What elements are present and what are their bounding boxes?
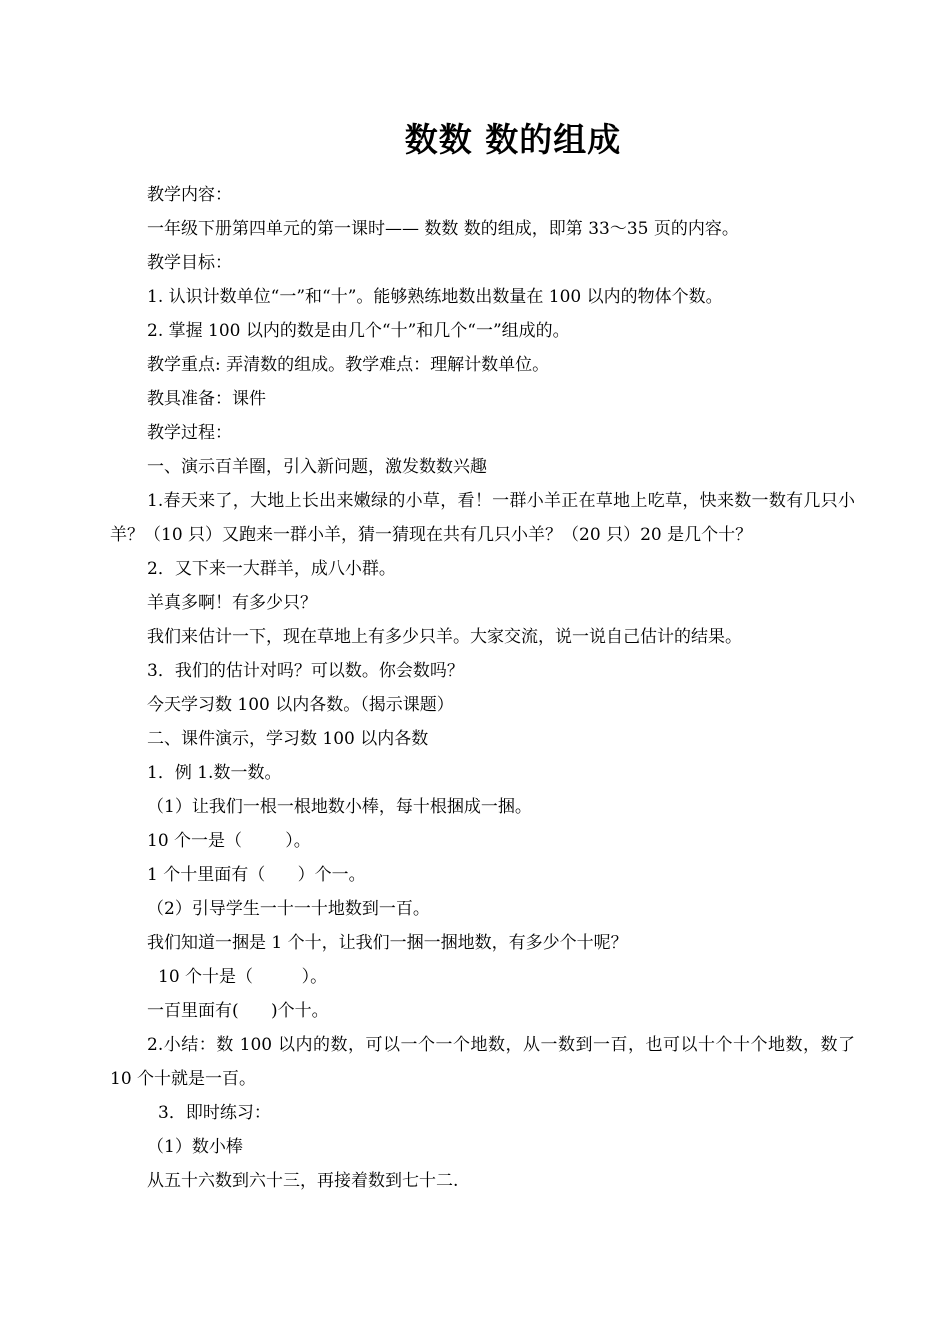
text-line: 二、课件演示，学习数 100 以内各数 xyxy=(147,729,429,749)
text-line: 教学过程： xyxy=(147,423,232,443)
text-line: 我们来估计一下，现在草地上有多少只羊。大家交流，说一说自己估计的结果。 xyxy=(147,627,742,647)
text-line: 教具准备：课件 xyxy=(147,389,266,409)
text-line: 2. 掌握 100 以内的数是由几个“十”和几个“一”组成的。 xyxy=(147,321,570,341)
text-line: 一、演示百羊圈，引入新问题，激发数数兴趣 xyxy=(147,457,487,477)
text-line: 今天学习数 100 以内各数。（揭示课题） xyxy=(147,695,454,715)
document-body xyxy=(110,178,855,1198)
text-line: 一百里面有( )个十。 xyxy=(147,1001,329,1021)
text-line: 1．例 1.数一数。 xyxy=(147,763,282,783)
text-line: 3．即时练习： xyxy=(158,1103,271,1123)
text-line: 10 个一是（ ）。 xyxy=(147,831,311,851)
text-line: 教学重点: 弄清数的组成。教学难点：理解计数单位。 xyxy=(147,355,550,375)
text-line: 教学内容： xyxy=(147,185,232,205)
text-line: 羊真多啊！有多少只？ xyxy=(147,593,317,613)
text-line: （1）让我们一根一根地数小棒，每十根捆成一捆。 xyxy=(147,797,532,817)
text-line: （2）引导学生一十一十地数到一百。 xyxy=(147,899,430,919)
text-line: 1 个十里面有（ ）个一。 xyxy=(147,865,366,885)
text-line: 2．又下来一大群羊，成八小群。 xyxy=(147,559,396,579)
text-line: 1.春天来了，大地上长出来嫩绿的小草，看！一群小羊正在草地上吃草，快来数一数有几只小羊？（10 只）又跑来一群小羊，猜一猜现在共有几只小羊？（20 只）20 是几个十？ xyxy=(110,491,855,545)
text-line: 1. 认识计数单位“一”和“十”。能够熟练地数出数量在 100 以内的物体个数。 xyxy=(147,287,723,307)
text-line: 2.小结：数 100 以内的数，可以一个一个地数，从一数到一百，也可以十个十个地数，数了 10 个十就是一百。 xyxy=(110,1035,855,1089)
document-title: 数数 数的组成 xyxy=(404,120,622,159)
text-line: 我们知道一捆是 1 个十，让我们一捆一捆地数，有多少个十呢？ xyxy=(147,933,628,953)
text-line: 教学目标： xyxy=(147,253,232,273)
text-line: 一年级下册第四单元的第一课时—— 数数 数的组成，即第 33～35 页的内容。 xyxy=(147,219,739,239)
text-line: （1）数小棒 xyxy=(147,1137,243,1157)
text-line: 从五十六数到六十三，再接着数到七十二. xyxy=(147,1171,459,1191)
text-line: 10 个十是（ ）。 xyxy=(158,967,328,987)
text-line: 3．我们的估计对吗？可以数。你会数吗？ xyxy=(147,661,464,681)
